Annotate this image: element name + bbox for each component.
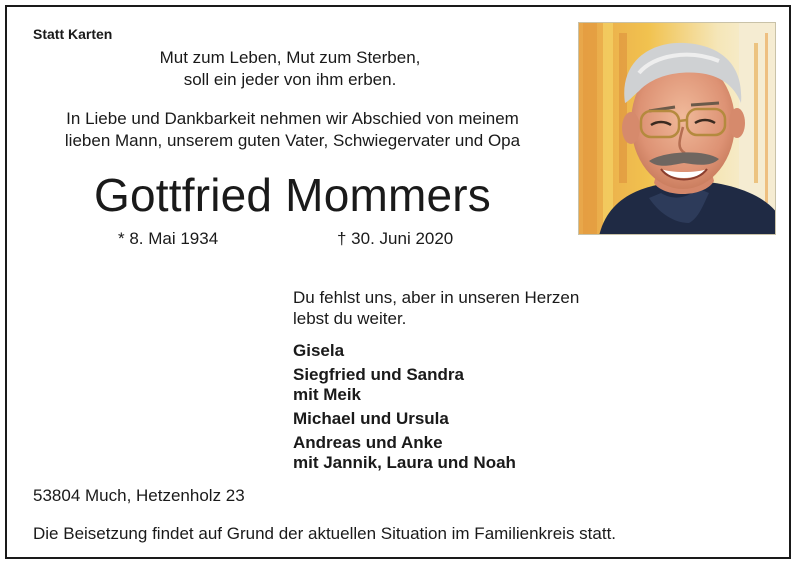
mourner-line: mit Meik <box>293 385 362 404</box>
portrait-illustration <box>579 23 776 235</box>
death-date: † 30. Juni 2020 <box>337 229 454 248</box>
burial-notice: Die Beisetzung findet auf Grund der aktuellen Situation im Familienkreis statt. <box>33 524 617 543</box>
quote-line: Du fehlst uns, aber in unseren Herzen <box>293 288 580 307</box>
mourner-entry <box>293 409 516 429</box>
verse-line: Mut zum Leben, Mut zum Sterben, <box>159 48 421 67</box>
mourners-list <box>293 341 516 477</box>
verse <box>100 47 480 91</box>
mourner-entry <box>293 433 516 473</box>
verse-line: soll ein jeder von ihm erben. <box>183 70 397 89</box>
birth-date: * 8. Mai 1934 <box>118 229 219 248</box>
intro-line: lieben Mann, unserem guten Vater, Schwiegervater und Opa <box>64 131 521 150</box>
header-label: Statt Karten <box>33 26 113 42</box>
mourner-entry <box>293 365 516 405</box>
mourner-line: Andreas und Anke <box>293 433 443 452</box>
intro-line: In Liebe und Dankbarkeit nehmen wir Abschied von meinem <box>66 109 519 128</box>
mourner-entry <box>293 341 516 361</box>
closing-quote <box>293 287 579 329</box>
mourner-line: Siegfried und Sandra <box>293 365 464 384</box>
portrait-photo <box>578 22 776 235</box>
family-address: 53804 Much, Hetzenholz 23 <box>33 486 245 505</box>
mourner-line: Michael und Ursula <box>293 409 449 428</box>
mourner-line: Gisela <box>293 341 345 360</box>
intro-text <box>40 108 545 152</box>
deceased-name: Gottfried Mommers <box>93 169 492 221</box>
quote-line: lebst du weiter. <box>293 309 407 328</box>
mourner-line: mit Jannik, Laura und Noah <box>293 453 516 472</box>
